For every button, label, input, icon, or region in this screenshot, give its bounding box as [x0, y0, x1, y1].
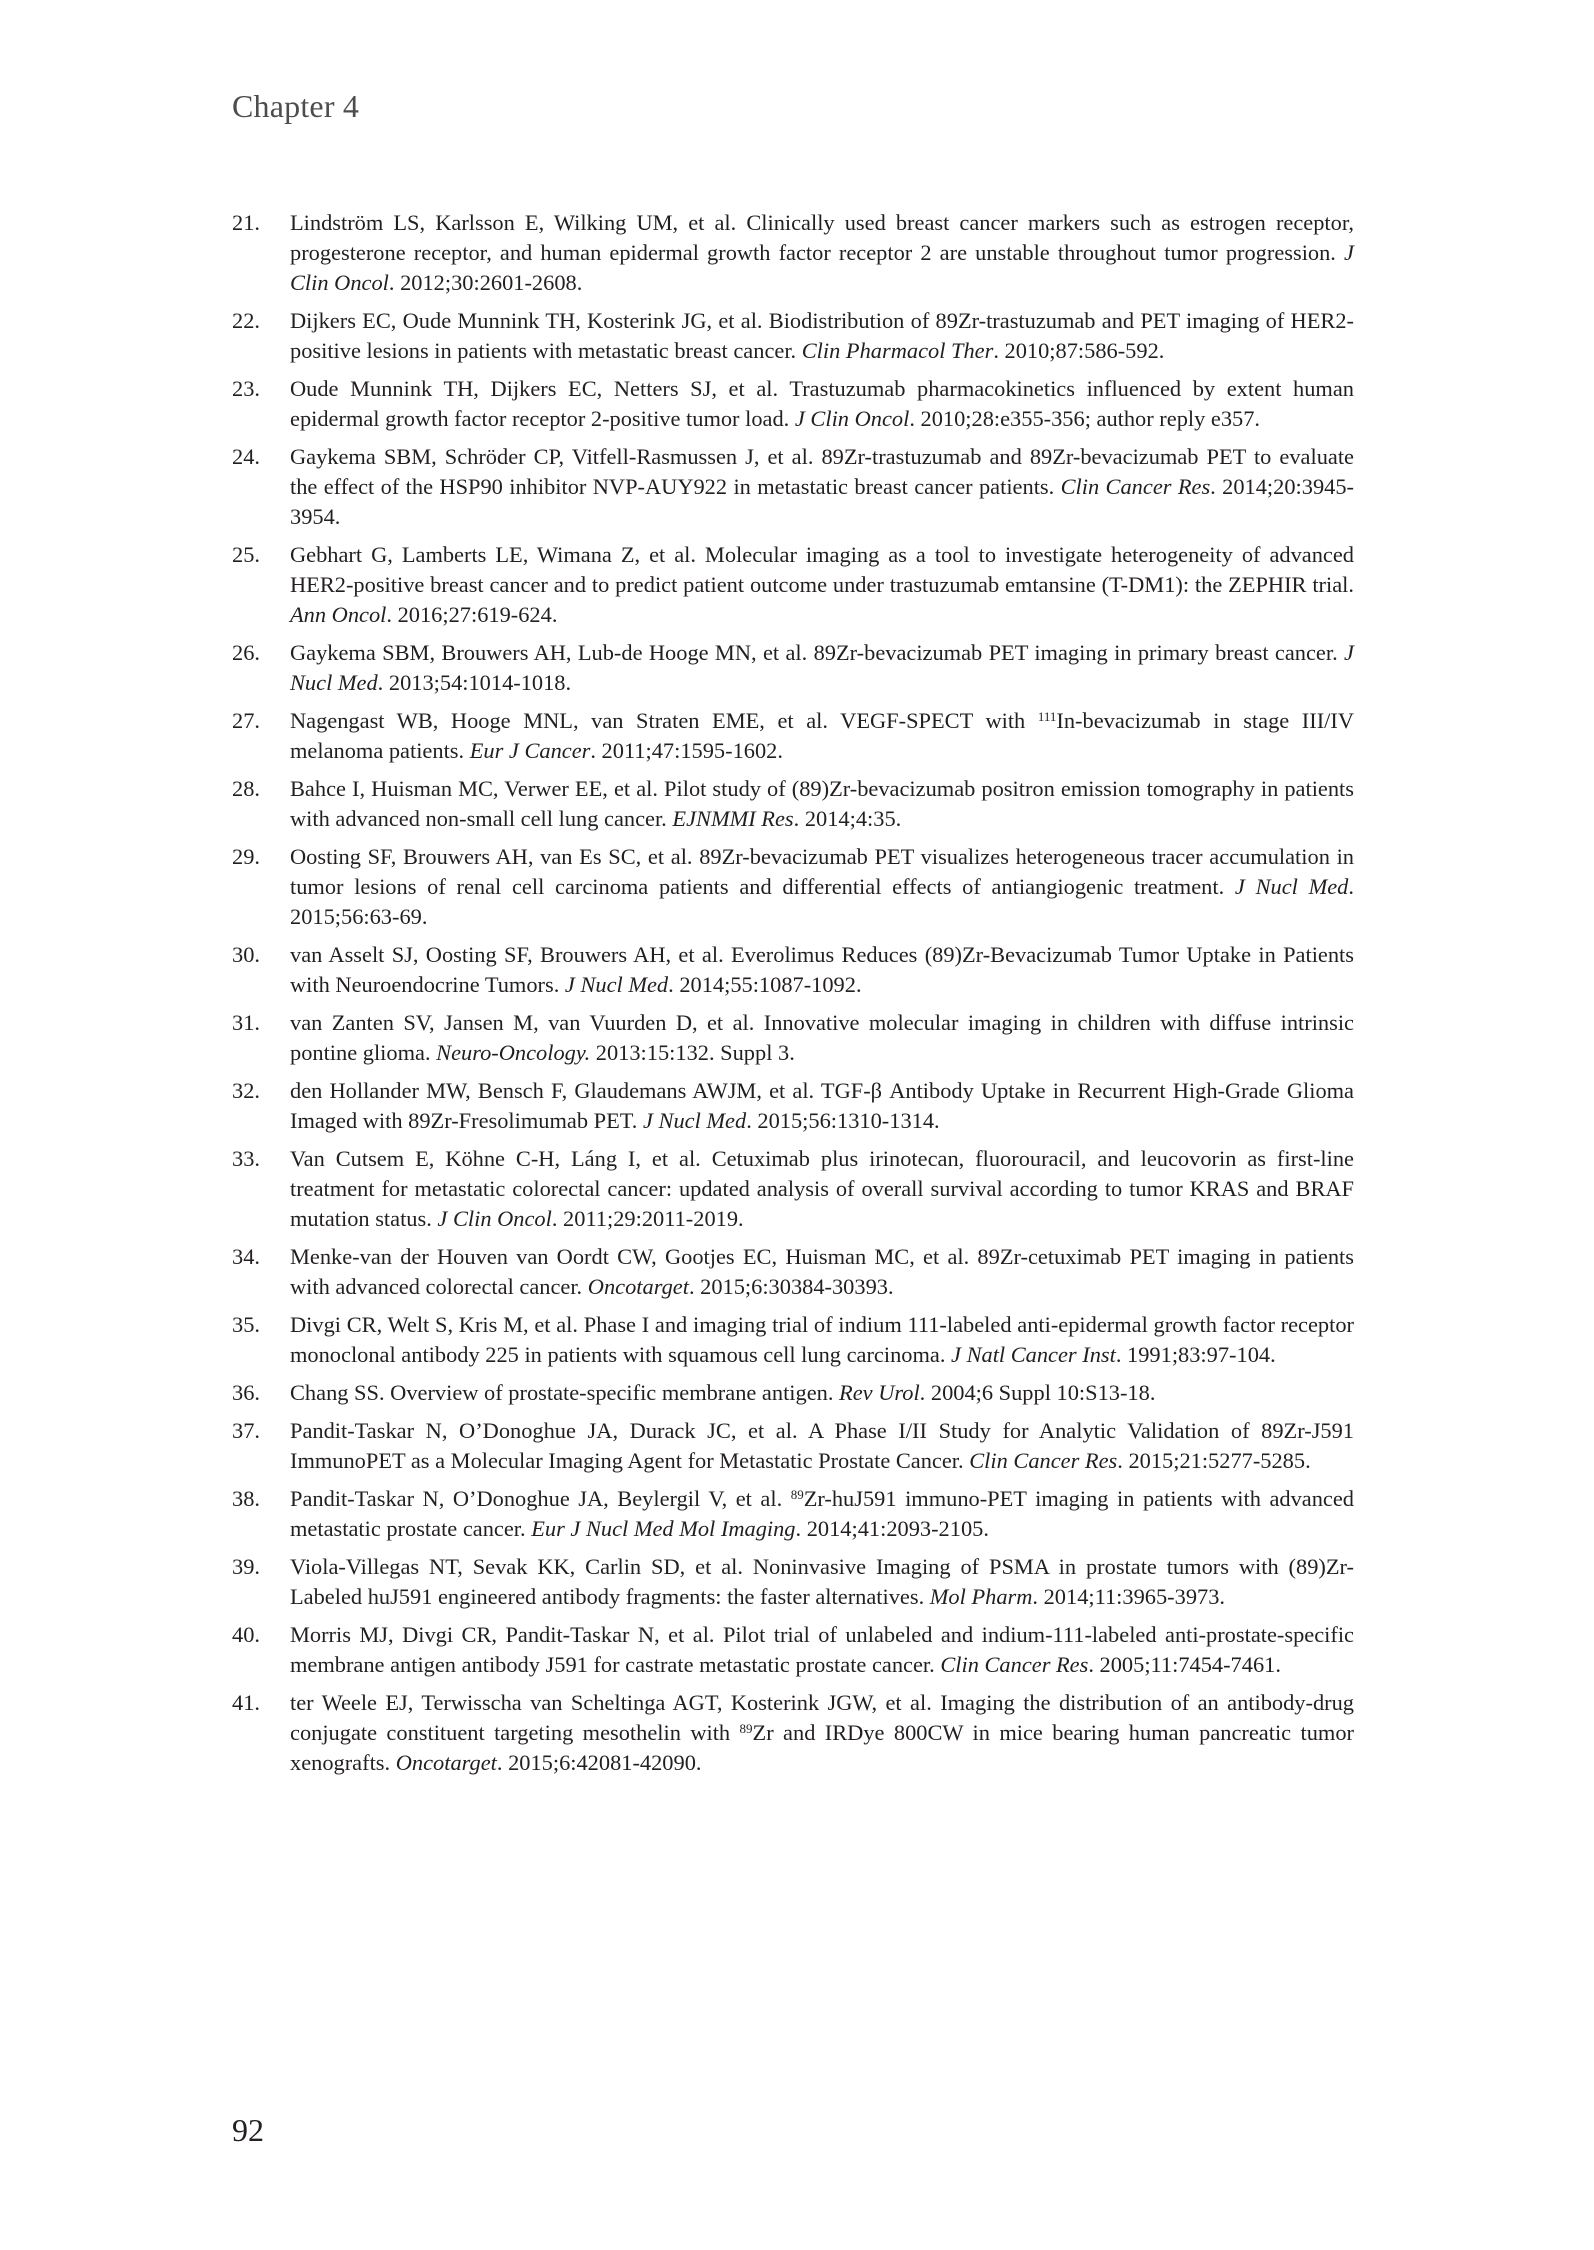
reference-item — [232, 1416, 1354, 1476]
reference-number: 35. — [232, 1312, 260, 1337]
reference-number: 38. — [232, 1486, 260, 1511]
journal-name: Eur J Cancer — [469, 738, 591, 763]
reference-list — [232, 208, 1354, 1786]
journal-name: Eur J Nucl Med Mol Imaging — [531, 1516, 796, 1541]
isotope-superscript: 111 — [1037, 709, 1057, 724]
reference-volume-pages: . 2015;6:42081-42090. — [496, 1750, 702, 1775]
reference-text — [290, 1484, 1354, 1544]
journal-name: Oncotarget — [587, 1274, 689, 1299]
reference-number: 34. — [232, 1244, 260, 1269]
journal-name: Clin Cancer Res — [940, 1652, 1089, 1677]
reference-number: 40. — [232, 1622, 260, 1647]
reference-number: 37. — [232, 1418, 260, 1443]
reference-citation: van Zanten SV, Jansen M, van Vuurden D, et al. Innovative molecular imaging in children with diffuse intrinsic pontine glioma. — [290, 1010, 1354, 1065]
reference-text — [290, 208, 1354, 298]
reference-text — [290, 1552, 1354, 1612]
journal-name: J Clin Oncol — [794, 406, 910, 431]
reference-text — [290, 1416, 1354, 1476]
journal-name: J Nucl Med — [290, 640, 1354, 695]
journal-name: Mol Pharm — [929, 1584, 1033, 1609]
journal-name: Rev Urol — [839, 1380, 920, 1405]
reference-citation: Gaykema SBM, Schröder CP, Vitfell-Rasmussen J, et al. 89Zr-trastuzumab and 89Zr-bevacizumab PET to evaluate the effect of the HSP90 inhibitor NVP-AUY922 in metastatic breast cancer patients. — [290, 444, 1354, 499]
reference-text — [290, 442, 1354, 532]
reference-number: 30. — [232, 942, 260, 967]
reference-citation: ter Weele EJ, Terwisscha van Scheltinga AGT, Kosterink JGW, et al. Imaging the distribution of an antibody-drug conjugate constituent targeting mesothelin with — [290, 1690, 1354, 1745]
reference-text — [290, 540, 1354, 630]
journal-name: Clin Cancer Res — [1060, 474, 1211, 499]
reference-item — [232, 1008, 1354, 1068]
reference-citation: Bahce I, Huisman MC, Verwer EE, et al. Pilot study of (89)Zr-bevacizumab positron emission tomography in patients with advanced non-small cell lung cancer. — [290, 776, 1354, 831]
page-number: 92 — [232, 2112, 264, 2148]
reference-citation: Menke-van der Houven van Oordt CW, Gootjes EC, Huisman MC, et al. 89Zr-cetuximab PET imaging in patients with advanced colorectal cancer. — [290, 1244, 1354, 1299]
reference-item — [232, 1076, 1354, 1136]
reference-citation: Divgi CR, Welt S, Kris M, et al. Phase I and imaging trial of indium 111-labeled anti-epidermal growth factor receptor monoclonal antibody 225 in patients with squamous cell lung carcinoma. — [290, 1312, 1354, 1367]
reference-volume-pages: . 2014;20:3945-3954. — [290, 474, 1354, 529]
reference-number: 39. — [232, 1554, 260, 1579]
journal-name: J Clin Oncol — [290, 240, 1354, 295]
reference-item — [232, 842, 1354, 932]
reference-number: 21. — [232, 210, 260, 235]
reference-text — [290, 774, 1354, 834]
reference-volume-pages: . 2011;47:1595-1602. — [590, 738, 783, 763]
reference-volume-pages: . 2012;30:2601-2608. — [388, 270, 583, 295]
running-head: Chapter 4 — [232, 88, 360, 124]
reference-text — [290, 306, 1354, 366]
reference-item — [232, 540, 1354, 630]
reference-text — [290, 1688, 1354, 1778]
reference-number: 36. — [232, 1380, 260, 1405]
reference-text — [290, 706, 1354, 766]
reference-item — [232, 638, 1354, 698]
reference-volume-pages: . 2010;28:e355-356; author reply e357. — [909, 406, 1261, 431]
journal-name: Clin Cancer Res — [969, 1448, 1118, 1473]
reference-item — [232, 1310, 1354, 1370]
reference-volume-pages: . 2014;55:1087-1092. — [668, 972, 862, 997]
reference-volume-pages: . 2014;11:3965-3973. — [1032, 1584, 1226, 1609]
journal-name: Ann Oncol — [290, 602, 387, 627]
reference-item — [232, 706, 1354, 766]
reference-item — [232, 1620, 1354, 1680]
reference-item — [232, 1242, 1354, 1302]
reference-number: 32. — [232, 1078, 260, 1103]
reference-number: 27. — [232, 708, 260, 733]
reference-item — [232, 1144, 1354, 1234]
reference-citation-cont: Zr-huJ591 immuno-PET imaging in patients with advanced metastatic prostate cancer. — [290, 1486, 1354, 1541]
reference-number: 22. — [232, 308, 260, 333]
reference-text — [290, 1620, 1354, 1680]
reference-number: 31. — [232, 1010, 260, 1035]
reference-item — [232, 1552, 1354, 1612]
reference-number: 33. — [232, 1146, 260, 1171]
reference-text — [290, 1378, 1354, 1408]
reference-citation: Pandit-Taskar N, O’Donoghue JA, Beylergil V, et al. — [290, 1486, 783, 1511]
journal-name: EJNMMI Res — [672, 806, 794, 831]
reference-citation: Morris MJ, Divgi CR, Pandit-Taskar N, et al. Pilot trial of unlabeled and indium-111-labeled anti-prostate-specific membrane antigen antibody J591 for castrate metastatic prostate cancer. — [290, 1622, 1354, 1677]
journal-name: Clin Pharmacol Ther — [801, 338, 994, 363]
journal-name: J Natl Cancer Inst — [951, 1342, 1116, 1367]
reference-citation: Pandit-Taskar N, O’Donoghue JA, Durack JC, et al. A Phase I/II Study for Analytic Validation of 89Zr-J591 ImmunoPET as a Molecular Imaging Agent for Metastatic Prostate Cancer. — [290, 1418, 1354, 1473]
reference-number: 29. — [232, 844, 260, 869]
reference-citation: van Asselt SJ, Oosting SF, Brouwers AH, et al. Everolimus Reduces (89)Zr-Bevacizumab Tumor Uptake in Patients with Neuroendocrine Tumors. — [290, 942, 1354, 997]
reference-volume-pages: . 2015;21:5277-5285. — [1117, 1448, 1311, 1473]
journal-name: Neuro-Oncology. — [436, 1040, 591, 1065]
journal-name: J Nucl Med — [642, 1108, 747, 1133]
reference-citation: Dijkers EC, Oude Munnink TH, Kosterink JG, et al. Biodistribution of 89Zr-trastuzumab and PET imaging of HER2-positive lesions in patients with metastatic breast cancer. — [290, 308, 1354, 363]
reference-volume-pages: . 2015;56:63-69. — [290, 874, 1354, 929]
reference-item — [232, 208, 1354, 298]
reference-citation: Viola-Villegas NT, Sevak KK, Carlin SD, et al. Noninvasive Imaging of PSMA in prostate tumors with (89)Zr-Labeled huJ591 engineered antibody fragments: the faster alternatives. — [290, 1554, 1354, 1609]
reference-number: 41. — [232, 1690, 260, 1715]
isotope-superscript: 89 — [790, 1487, 804, 1502]
journal-name: Oncotarget — [395, 1750, 497, 1775]
reference-item — [232, 1378, 1354, 1408]
reference-citation: Gaykema SBM, Brouwers AH, Lub-de Hooge MN, et al. 89Zr-bevacizumab PET imaging in primary breast cancer. — [290, 640, 1338, 665]
journal-name: J Clin Oncol — [437, 1206, 552, 1231]
reference-volume-pages: . 2015;56:1310-1314. — [746, 1108, 940, 1133]
reference-item — [232, 374, 1354, 434]
reference-number: 24. — [232, 444, 260, 469]
reference-citation: Gebhart G, Lamberts LE, Wimana Z, et al. Molecular imaging as a tool to investigate heterogeneity of advanced HER2-positive breast cancer and to predict patient outcome under trastuzumab emtansine (T-DM1): the ZEPHIR trial. — [290, 542, 1354, 597]
reference-text — [290, 374, 1354, 434]
reference-volume-pages: . 2015;6:30384-30393. — [688, 1274, 894, 1299]
reference-volume-pages: . 2010;87:586-592. — [993, 338, 1165, 363]
reference-volume-pages: . 2011;29:2011-2019. — [551, 1206, 744, 1231]
reference-item — [232, 1484, 1354, 1544]
reference-volume-pages: . 2013;54:1014-1018. — [377, 670, 572, 695]
reference-volume-pages: . 1991;83:97-104. — [1115, 1342, 1276, 1367]
reference-number: 23. — [232, 376, 260, 401]
reference-citation: Lindström LS, Karlsson E, Wilking UM, et al. Clinically used breast cancer markers such as estrogen receptor, progesterone receptor, and human epidermal growth factor receptor 2 are unstable throughout tumor progression. — [290, 210, 1354, 265]
reference-text — [290, 842, 1354, 932]
reference-citation: Oosting SF, Brouwers AH, van Es SC, et al. 89Zr-bevacizumab PET visualizes heterogeneous tracer accumulation in tumor lesions of renal cell carcinoma patients and differential effects of antiangiogenic treatment. — [290, 844, 1354, 899]
reference-text — [290, 1144, 1354, 1234]
reference-volume-pages: . 2014;4:35. — [793, 806, 902, 831]
reference-citation: Chang SS. Overview of prostate-specific membrane antigen. — [290, 1380, 834, 1405]
reference-citation-cont: Zr and IRDye 800CW in mice bearing human pancreatic tumor xenografts. — [290, 1720, 1354, 1775]
journal-name: J Nucl Med — [564, 972, 669, 997]
reference-citation-cont: In-bevacizumab in stage III/IV melanoma patients. — [290, 708, 1354, 763]
isotope-superscript: 89 — [739, 1721, 753, 1736]
reference-volume-pages: 2013:15:132. Suppl 3. — [590, 1040, 795, 1065]
reference-item — [232, 1688, 1354, 1778]
reference-volume-pages: . 2005;11:7454-7461. — [1088, 1652, 1281, 1677]
reference-item — [232, 774, 1354, 834]
reference-citation: Oude Munnink TH, Dijkers EC, Netters SJ, et al. Trastuzumab pharmacokinetics influenced by extent human epidermal growth factor receptor 2-positive tumor load. — [290, 376, 1354, 431]
reference-number: 28. — [232, 776, 260, 801]
reference-text — [290, 638, 1354, 698]
reference-text — [290, 1310, 1354, 1370]
reference-text — [290, 1076, 1354, 1136]
reference-citation: Nagengast WB, Hooge MNL, van Straten EME, et al. VEGF-SPECT with — [290, 708, 1026, 733]
journal-name: J Nucl Med — [1234, 874, 1349, 899]
reference-item — [232, 306, 1354, 366]
reference-number: 25. — [232, 542, 260, 567]
reference-volume-pages: . 2014;41:2093-2105. — [795, 1516, 989, 1541]
reference-number: 26. — [232, 640, 260, 665]
reference-item — [232, 940, 1354, 1000]
reference-volume-pages: . 2016;27:619-624. — [386, 602, 558, 627]
reference-text — [290, 1242, 1354, 1302]
reference-volume-pages: . 2004;6 Suppl 10:S13-18. — [919, 1380, 1156, 1405]
reference-item — [232, 442, 1354, 532]
reference-text — [290, 1008, 1354, 1068]
reference-citation: Van Cutsem E, Köhne C-H, Láng I, et al. Cetuximab plus irinotecan, fluorouracil, and leucovorin as first-line treatment for metastatic colorectal cancer: updated analysis of overall survival according to tumor KRAS and BRAF mutation status. — [290, 1146, 1354, 1231]
reference-citation: den Hollander MW, Bensch F, Glaudemans AWJM, et al. TGF-β Antibody Uptake in Recurrent High-Grade Glioma Imaged with 89Zr-Fresolimumab PET. — [290, 1078, 1354, 1133]
reference-text — [290, 940, 1354, 1000]
